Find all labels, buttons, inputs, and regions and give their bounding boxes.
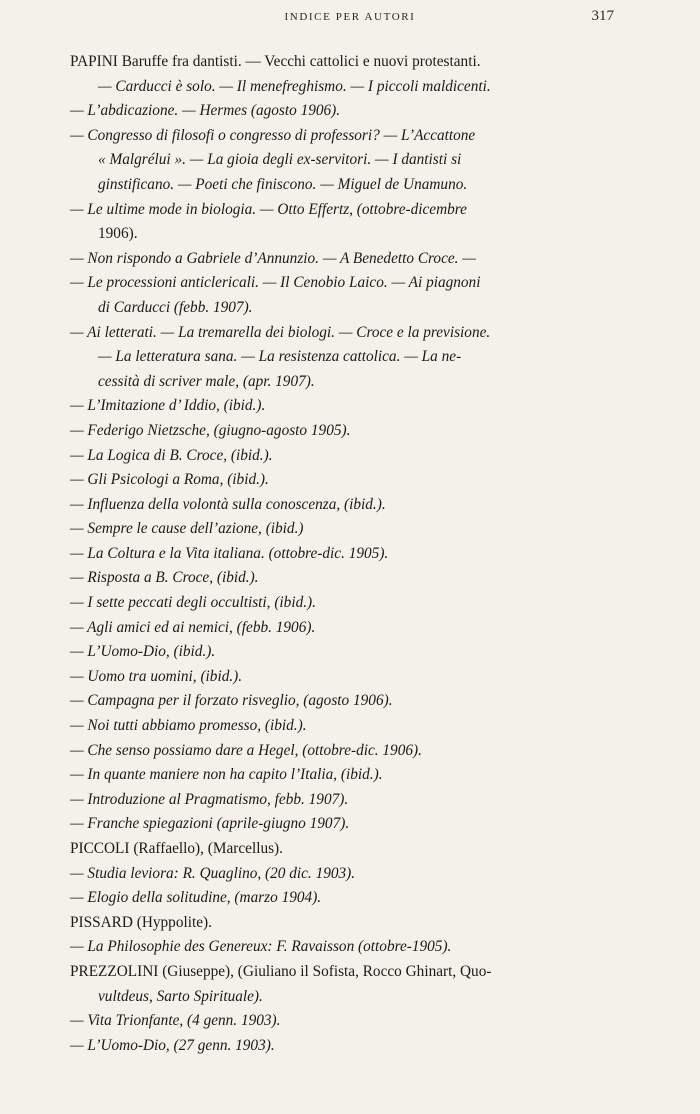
index-line: — L’Uomo-Dio, (ibid.). — [70, 643, 216, 661]
index-line: — Campagna per il forzato risveglio, (agosto 1906). — [70, 692, 393, 710]
author-index — [70, 50, 615, 1058]
running-title: INDICE PER AUTORI — [284, 11, 416, 23]
index-line: di Carducci (febb. 1907). — [98, 298, 253, 316]
index-line: cessità di scriver male, (apr. 1907). — [98, 372, 315, 390]
index-line: — L’Imitazione d’ Iddio, (ibid.). — [70, 397, 266, 415]
index-line: — Gli Psicologi a Roma, (ibid.). — [70, 471, 269, 489]
index-line: 1906). — [98, 225, 138, 243]
index-line: — Elogio della solitudine, (marzo 1904). — [70, 889, 322, 907]
index-line: — L’Uomo-Dio, (27 genn. 1903). — [70, 1036, 275, 1054]
index-line: — Studia leviora: R. Quaglino, (20 dic. 1903). — [70, 864, 356, 882]
index-line: — Federigo Nietzsche, (giugno-agosto 1905). — [70, 421, 351, 439]
index-line: — La Logica di B. Croce, (ibid.). — [70, 446, 273, 464]
index-line: — Introduzione al Pragmatismo, febb. 1907). — [70, 790, 349, 808]
index-line: — Sempre le cause dell’azione, (ibid.) — [70, 520, 304, 538]
index-line: — Ai letterati. — La tremarella dei biologi. — Croce e la previsione. — [70, 323, 491, 341]
index-line: — Congresso di filosofi o congresso di professori? — L’Accattone — [70, 126, 476, 144]
page-header — [0, 8, 700, 32]
index-line: — Le processioni anticlericali. — Il Cenobio Laico. — Ai piagnoni — [70, 274, 481, 292]
index-line: — Franche spiegazioni (aprile-giugno 1907). — [70, 815, 350, 833]
index-line: — L’abdicazione. — Hermes (agosto 1906). — [70, 102, 341, 120]
index-line: — Non rispondo a Gabriele d’Annunzio. — A Benedetto Croce. — — [70, 249, 476, 267]
index-line: — In quante maniere non ha capito l’Italia, (ibid.). — [70, 766, 383, 784]
index-line: — La letteratura sana. — La resistenza cattolica. — La ne- — [98, 348, 462, 366]
index-line: ginstificano. — Poeti che finiscono. — Miguel de Unamuno. — [98, 175, 468, 193]
index-line: PREZZOLINI (Giuseppe), (Giuliano il Sofista, Rocco Ghinart, Quo- — [70, 962, 492, 980]
index-line: — La Coltura e la Vita italiana. (ottobre-dic. 1905). — [70, 544, 389, 562]
page-number: 317 — [591, 8, 614, 24]
index-line: — Le ultime mode in biologia. — Otto Effertz, (ottobre-dicembre — [70, 200, 467, 218]
index-line: — Influenza della volontà sulla conoscenza, (ibid.). — [70, 495, 386, 513]
index-line: — Che senso possiamo dare a Hegel, (ottobre-dic. 1906). — [70, 741, 422, 759]
index-line: — Noi tutti abbiamo promesso, (ibid.). — [70, 717, 307, 735]
index-line: PISSARD (Hyppolite). — [70, 913, 212, 931]
index-line: — Vita Trionfante, (4 genn. 1903). — [70, 1012, 281, 1030]
index-line: — Risposta a B. Croce, (ibid.). — [70, 569, 259, 587]
index-line: — Uomo tra uomini, (ibid.). — [70, 667, 243, 685]
index-line: « Malgrélui ». — La gioia degli ex-servitori. — I dantisti si — [98, 151, 462, 169]
index-line: vultdeus, Sarto Spirituale). — [98, 987, 263, 1005]
index-line: — Carducci è solo. — Il menefreghismo. — I piccoli maldicenti. — [98, 77, 491, 95]
index-line: — Agli amici ed ai nemici, (febb. 1906). — [70, 618, 316, 636]
index-line: — La Philosophie des Genereux: F. Ravaisson (ottobre-1905). — [70, 938, 452, 956]
index-line: — I sette peccati degli occultisti, (ibid.). — [70, 594, 316, 612]
index-line: PICCOLI (Raffaello), (Marcellus). — [70, 840, 283, 857]
index-line: PAPINI Baruffe fra dantisti. — Vecchi cattolici e nuovi protestanti. — [70, 53, 481, 70]
